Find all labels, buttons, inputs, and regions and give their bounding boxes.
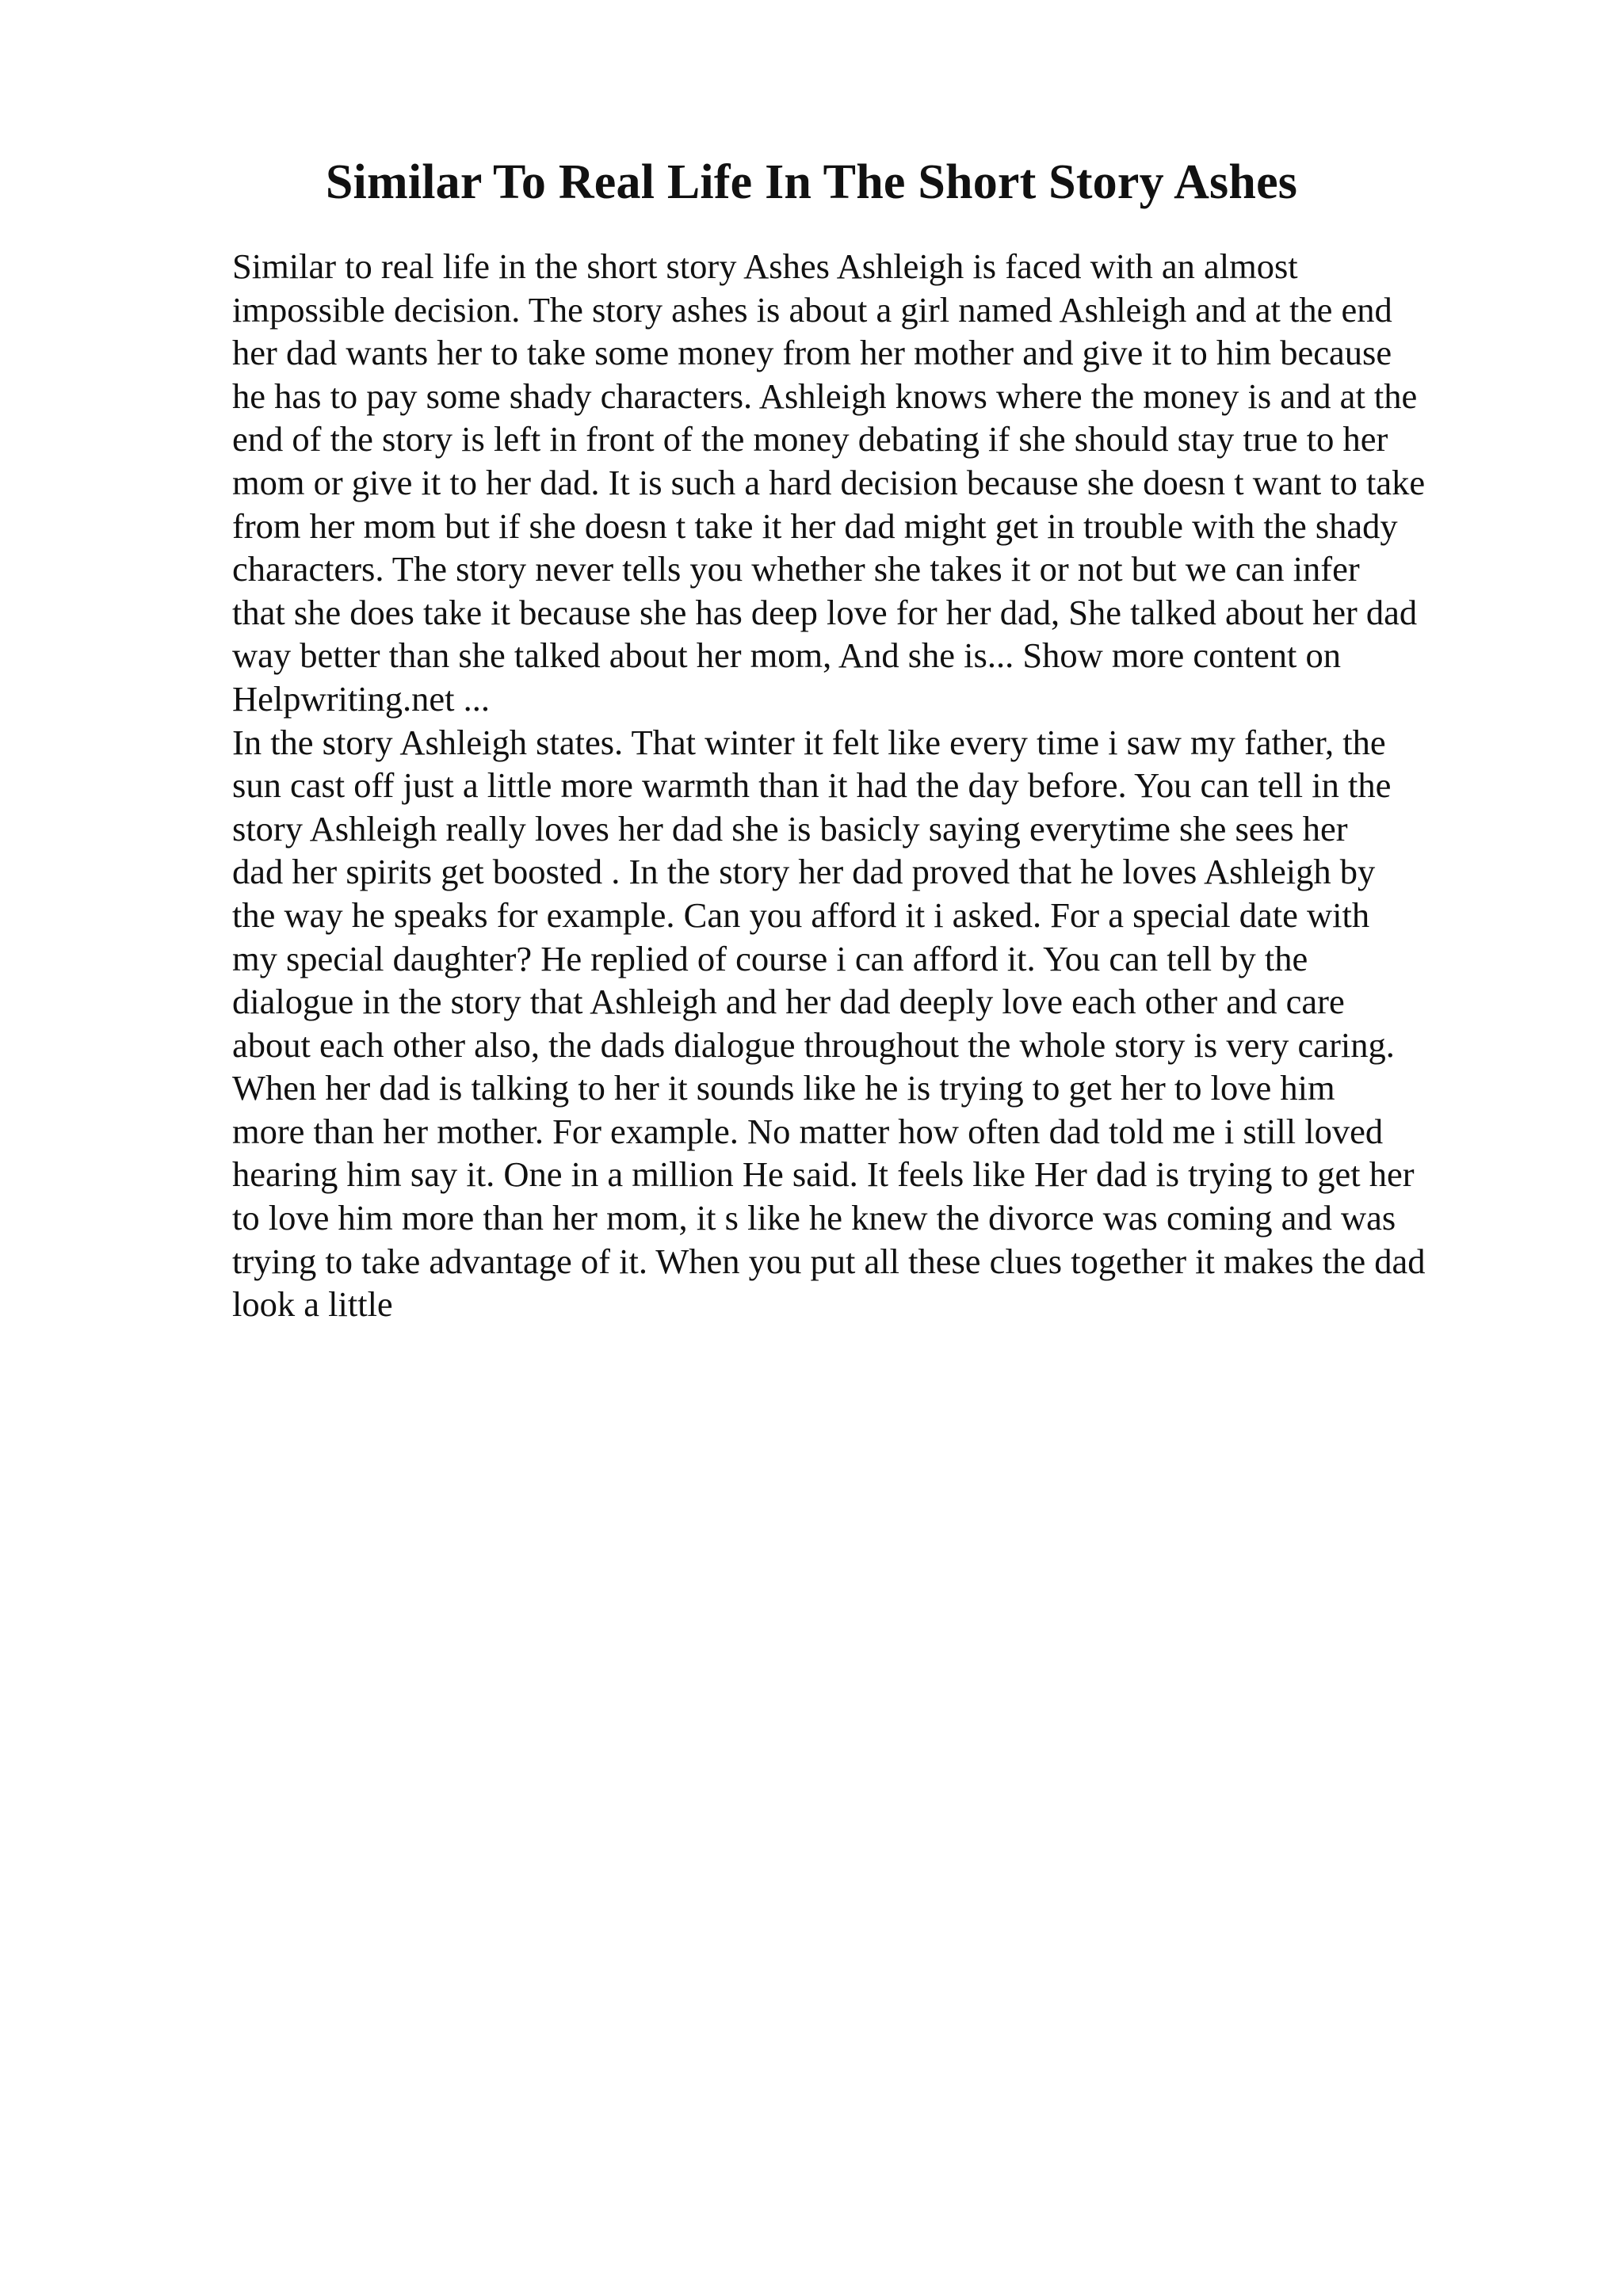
body-line: dialogue in the story that Ashleigh and her dad deeply love each other and care bbox=[232, 982, 1345, 1022]
body-line: In the story Ashleigh states. That winter it felt like every time i saw my father, the bbox=[232, 722, 1386, 762]
body-line: the way he speaks for example. Can you afford it i asked. For a special date with bbox=[232, 894, 1370, 935]
body-line: trying to take advantage of it. When you put all these clues together it makes the dad bbox=[232, 1241, 1426, 1281]
body-line: sun cast off just a little more warmth than it had the day before. You can tell in the bbox=[232, 765, 1392, 806]
document-title: Similar To Real Life In The Short Story Ashes bbox=[325, 155, 1298, 209]
body-line: my special daughter? He replied of course i can afford it. You can tell by the bbox=[232, 938, 1308, 978]
body-line: characters. The story never tells you whether she takes it or not but we can infer bbox=[232, 549, 1360, 589]
body-line: mom or give it to her dad. It is such a hard decision because she doesn t want to take bbox=[232, 462, 1426, 502]
body-line: from her mom but if she doesn t take it her dad might get in trouble with the shady bbox=[232, 505, 1398, 546]
body-line: Similar to real life in the short story Ashes Ashleigh is faced with an almost bbox=[232, 246, 1298, 286]
body-line: way better than she talked about her mom, And she is... Show more content on bbox=[232, 635, 1341, 676]
body-line: to love him more than her mom, it s like he knew the divorce was coming and was bbox=[232, 1198, 1396, 1238]
document-body bbox=[232, 245, 1516, 1326]
body-line: dad her spirits get boosted . In the story her dad proved that he loves Ashleigh by bbox=[232, 852, 1376, 892]
body-line: end of the story is left in front of the money debating if she should stay true to her bbox=[232, 419, 1388, 460]
body-line: more than her mother. For example. No matter how often dad told me i still loved bbox=[232, 1111, 1384, 1151]
body-line: look a little bbox=[232, 1284, 393, 1325]
body-line: story Ashleigh really loves her dad she is basicly saying everytime she sees her bbox=[232, 808, 1348, 849]
body-line: he has to pay some shady characters. Ashleigh knows where the money is and at the bbox=[232, 376, 1418, 416]
body-line: impossible decision. The story ashes is about a girl named Ashleigh and at the end bbox=[232, 289, 1392, 330]
body-line: When her dad is talking to her it sounds like he is trying to get her to love him bbox=[232, 1068, 1335, 1108]
body-line: her dad wants her to take some money from her mother and give it to him because bbox=[232, 333, 1392, 373]
body-line: about each other also, the dads dialogue throughout the whole story is very caring. bbox=[232, 1024, 1395, 1065]
body-line: that she does take it because she has deep love for her dad, She talked about her dad bbox=[232, 592, 1418, 632]
body-line: Helpwriting.net ... bbox=[232, 678, 491, 719]
body-line: hearing him say it. One in a million He said. It feels like Her dad is trying to get her bbox=[232, 1154, 1415, 1195]
